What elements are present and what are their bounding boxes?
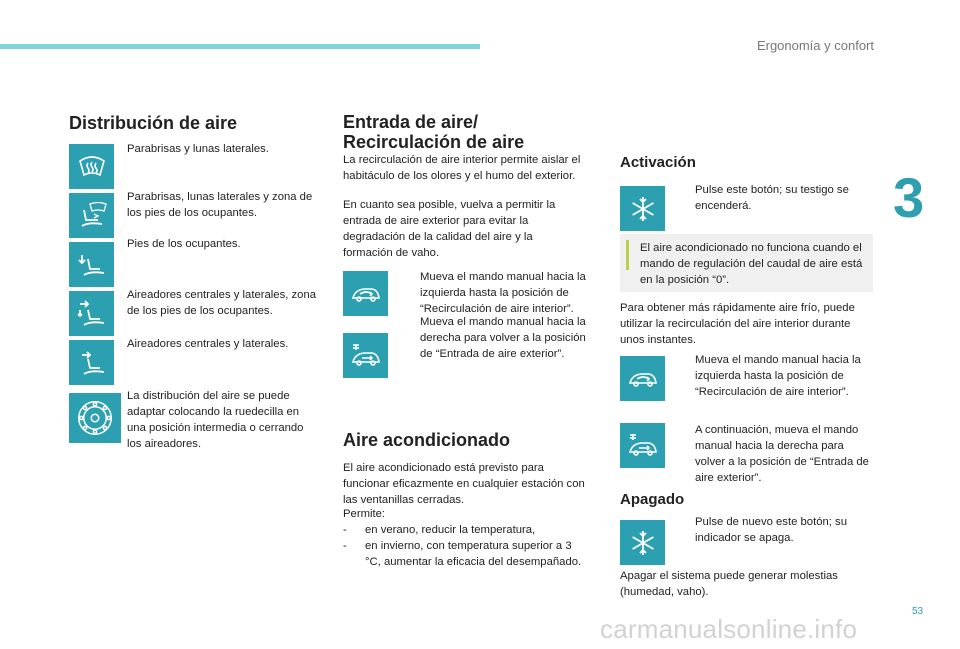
- distribution-text-4: Aireadores centrales y laterales, zona de los pies de los ocupantes.: [127, 289, 317, 317]
- distribution-text-1: Parabrisas y lunas laterales.: [127, 143, 269, 155]
- vents-icon: [69, 340, 114, 385]
- ac-benefits-list: [343, 522, 583, 570]
- intake-paragraph-2: En cuanto sea posible, vuelva a permitir la entrada de aire exterior para evitar la degradación de la calidad del aire y la formación de vaho.: [343, 199, 556, 259]
- intake-step-1: Mueva el mando manual hacia la izquierda hasta la posición de “Recirculación de aire interior”.: [420, 271, 586, 315]
- intake-title-line2: Recirculación de aire: [343, 132, 525, 152]
- activation-paragraph-1: Para obtener más rápidamente aire frío, puede utilizar la recirculación del aire interior durante unos instantes.: [620, 302, 855, 346]
- chapter-number: 3: [893, 166, 925, 229]
- header-accent-bar: [0, 44, 480, 49]
- list-item: [343, 522, 583, 538]
- distribution-text-5: Aireadores centrales y laterales.: [127, 338, 289, 350]
- snowflake-icon: [620, 186, 665, 231]
- shutdown-step-1: Pulse de nuevo este botón; su indicador se apaga.: [695, 516, 847, 544]
- windshield-feet-icon: [69, 193, 114, 238]
- section-title: Ergonomía y confort: [756, 38, 874, 53]
- distribution-text-3: Pies de los ocupantes.: [127, 238, 241, 250]
- page-number: 53: [912, 606, 924, 617]
- shutdown-title: Apagado: [620, 491, 685, 508]
- info-note-text: El aire acondicionado no funciona cuando el mando de regulación del caudal de aire está en la posición “0”.: [640, 242, 863, 286]
- recirculation-icon: [620, 356, 665, 401]
- distribution-text-6: La distribución del aire se puede adaptar colocando la ruedecilla en una posición intermedia o cerrando los aireadores.: [127, 390, 304, 450]
- intake-step-2: Mueva el mando manual hacia la derecha para volver a la posición de “Entrada de aire exterior”.: [420, 316, 586, 360]
- activation-step-1: Pulse este botón; su testigo se encenderá.: [695, 184, 849, 212]
- snowflake-icon: [620, 520, 665, 565]
- ac-benefit-2: en invierno, con temperatura superior a 3 °C, aumentar la eficacia del desempañado.: [365, 540, 582, 568]
- activation-step-2: Mueva el mando manual hacia la izquierda hasta la posición de “Recirculación de aire interior”.: [695, 354, 861, 398]
- vents-feet-icon: [69, 291, 114, 336]
- outside-air-icon: [343, 333, 388, 378]
- distribution-title: Distribución de aire: [69, 113, 238, 133]
- recirculation-icon: [343, 271, 388, 316]
- list-dash: -: [343, 524, 347, 536]
- activation-title: Activación: [620, 154, 696, 171]
- ac-benefit-1: en verano, reducir la temperatura,: [365, 524, 536, 536]
- activation-step-3: A continuación, mueva el mando manual hacia la derecha para volver a la posición de “Entrada de aire exterior”.: [695, 424, 869, 484]
- feet-icon: [69, 242, 114, 287]
- info-note-marker: [626, 240, 629, 270]
- windshield-defrost-icon: [69, 144, 114, 189]
- ac-paragraph-1: El aire acondicionado está previsto para funcionar eficazmente en cualquier estación con las ventanillas cerradas.: [343, 462, 585, 506]
- watermark: carmanualsonline.info: [600, 614, 858, 644]
- distribution-wheel-icon: [69, 393, 121, 443]
- list-item: [343, 538, 583, 570]
- distribution-text-2: Parabrisas, lunas laterales y zona de los pies de los ocupantes.: [127, 191, 313, 219]
- intake-paragraph-1: La recirculación de aire interior permite aislar el habitáculo de los olores y el humo del exterior.: [343, 154, 581, 182]
- shutdown-paragraph-1: Apagar el sistema puede generar molestias (humedad, vaho).: [620, 570, 838, 598]
- outside-air-icon: [620, 423, 665, 468]
- intake-title-line1: Entrada de aire/: [343, 112, 479, 132]
- list-dash: -: [343, 540, 347, 552]
- ac-title: Aire acondicionado: [343, 430, 511, 450]
- ac-permite: Permite:: [343, 508, 386, 520]
